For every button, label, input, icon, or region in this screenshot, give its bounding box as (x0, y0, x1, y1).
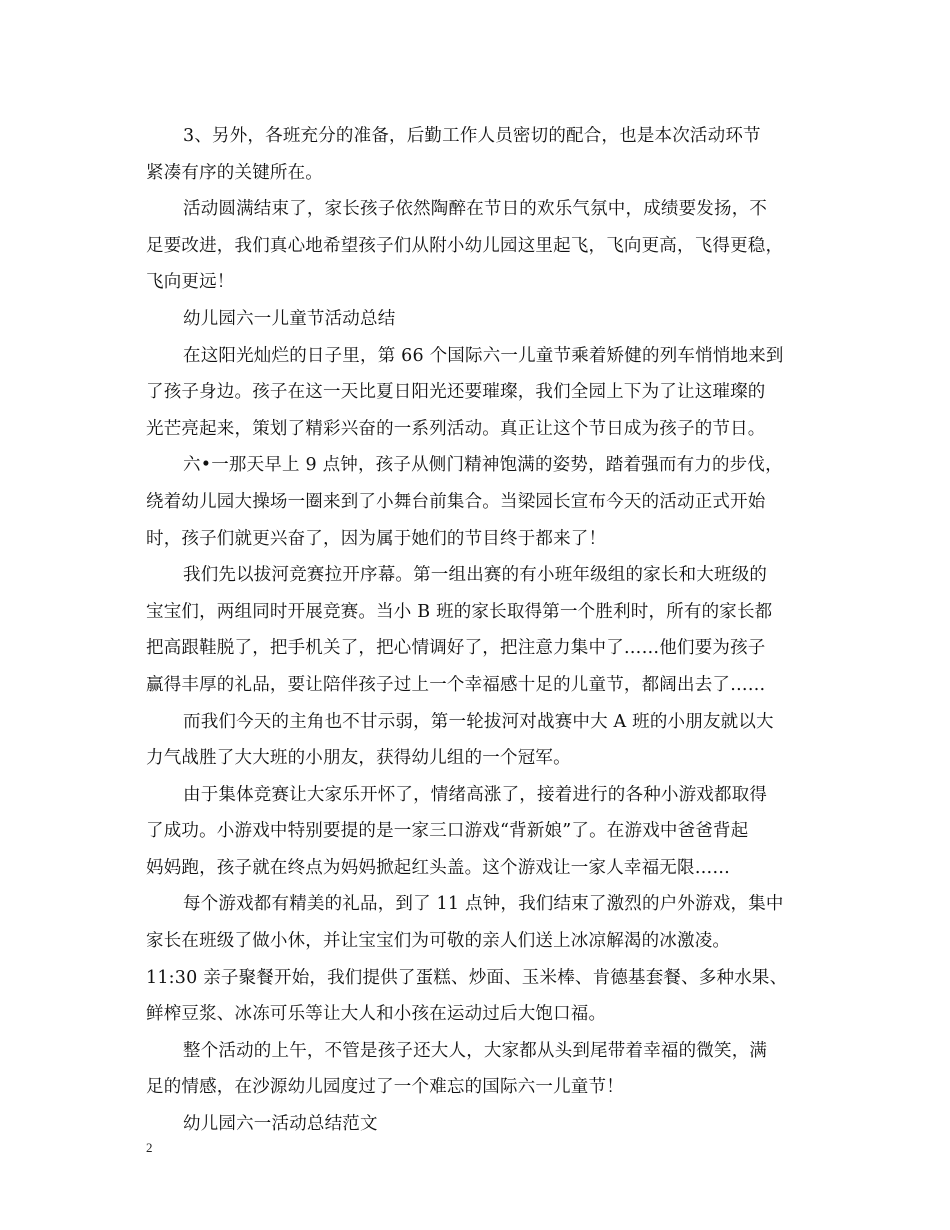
text-line: 每个游戏都有精美的礼品，到了 11 点钟，我们结束了激烈的户外游戏，集中 (183, 894, 784, 915)
text-line: 力气战胜了大大班的小朋友，获得幼儿组的一个冠军。 (146, 748, 571, 769)
text-line: 紧凑有序的关键所在。 (146, 162, 323, 183)
text-line: 幼儿园六一儿童节活动总结 (183, 308, 396, 329)
paragraph-4 (146, 338, 806, 448)
text-line: 3、另外，各班充分的准备，后勤工作人员密切的配合，也是本次活动环节 (183, 126, 761, 146)
text-line: 赢得丰厚的礼品，要让陪伴孩子过上一个幸福感十足的儿童节，都阔出去了…… (146, 674, 766, 695)
text-line: 11:30 亲子聚餐开始，我们提供了蛋糕、炒面、玉米棒、肯德基套餐、多种水果、 (146, 967, 788, 988)
text-line: 绕着幼儿园大操场一圈来到了小舞台前集合。当梁园长宣布今天的活动正式开始 (146, 491, 766, 512)
section-heading-2 (146, 1106, 806, 1143)
paragraph-11 (146, 1033, 806, 1106)
text-line: 宝宝们，两组同时开展竞赛。当小 B 班的家长取得第一个胜利时，所有的家长都 (146, 601, 773, 622)
paragraph-9 (146, 886, 806, 959)
paragraph-10 (146, 960, 806, 1033)
text-line: 足的情感，在沙源幼儿园度过了一个难忘的国际六一儿童节！ (146, 1077, 624, 1098)
text-line: 我们先以拔河竞赛拉开序幕。第一组出赛的有小班年级组的家长和大班级的 (183, 565, 768, 586)
text-line: 活动圆满结束了，家长孩子依然陶醉在节日的欢乐气氛中，成绩要发扬，不 (183, 199, 768, 220)
paragraph-8 (146, 777, 806, 887)
section-heading-1 (146, 301, 806, 338)
text-line: 鲜榨豆浆、冰冻可乐等让大人和小孩在运动过后大饱口福。 (146, 1004, 607, 1025)
text-line: 了孩子身边。孩子在这一天比夏日阳光还要璀璨，我们全园上下为了让这璀璨的 (146, 382, 766, 403)
document-body (146, 118, 806, 1143)
page-number: 2 (146, 1140, 153, 1155)
text-line: 足要改进，我们真心地希望孩子们从附小幼儿园这里起飞，飞向更高，飞得更稳， (146, 235, 784, 256)
text-line: 由于集体竞赛让大家乐开怀了，情绪高涨了，接着进行的各种小游戏都取得 (183, 784, 768, 805)
text-line: 时，孩子们就更兴奋了，因为属于她们的节目终于都来了！ (146, 528, 607, 549)
text-line: 幼儿园六一活动总结范文 (183, 1114, 378, 1135)
paragraph-2 (146, 191, 806, 301)
text-line: 把高跟鞋脱了，把手机关了，把心情调好了，把注意力集中了……他们要为孩子 (146, 638, 766, 659)
text-line: 而我们今天的主角也不甘示弱，第一轮拔河对战赛中大 A 班的小朋友就以大 (183, 711, 774, 732)
text-line: 家长在班级了做小休，并让宝宝们为可敬的亲人们送上冰凉解渴的冰激凌。 (146, 931, 731, 952)
paragraph-6 (146, 557, 806, 703)
text-line: 妈妈跑，孩子就在终点为妈妈掀起红头盖。这个游戏让一家人幸福无限…… (146, 857, 731, 878)
text-line: 光芒亮起来，策划了精彩兴奋的一系列活动。真正让这个节日成为孩子的节日。 (146, 418, 766, 439)
text-line: 整个活动的上午，不管是孩子还大人，大家都从头到尾带着幸福的微笑，满 (183, 1040, 768, 1061)
text-line: 了成功。小游戏中特别要提的是一家三口游戏“背新娘”了。在游戏中爸爸背起 (146, 821, 749, 842)
paragraph-7 (146, 704, 806, 777)
text-line: 在这阳光灿烂的日子里，第 66 个国际六一儿童节乘着矫健的列车悄悄地来到 (183, 345, 784, 366)
paragraph-5 (146, 447, 806, 557)
paragraph-1 (146, 118, 806, 191)
text-line: 飞向更远！ (146, 272, 235, 293)
text-line: 六•一那天早上 9 点钟，孩子从侧门精神饱满的姿势，踏着强而有力的步伐， (183, 455, 783, 476)
